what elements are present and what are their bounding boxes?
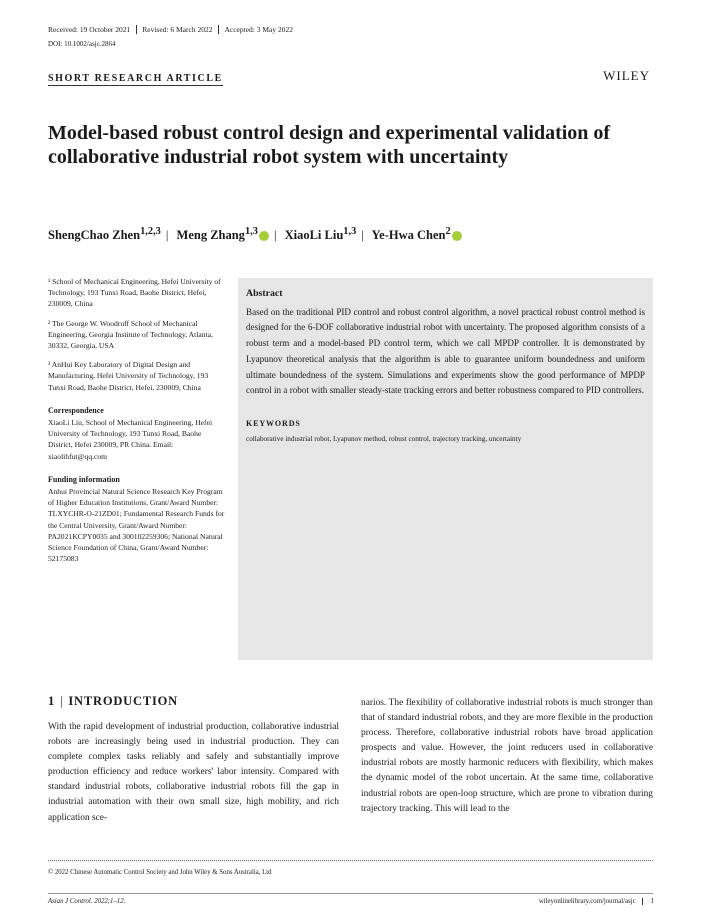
funding-heading: Funding information (48, 474, 120, 484)
affiliation: ¹ School of Mechanical Engineering, Hefei University of Technology, 193 Tunxi Road, Baohe District, Hefei, 230009, China (48, 277, 221, 309)
journal-url[interactable]: wileyonlinelibrary.com/journal/asjc (538, 898, 636, 905)
author[interactable]: Ye-Hwa Chen$^2$ (372, 228, 462, 242)
copyright: © 2022 Chinese Automatic Control Society and John Wiley & Sons Australia, Ltd (48, 869, 272, 876)
publisher-logo: WILEY (603, 68, 650, 83)
author[interactable]: Meng Zhang$^{1,3}$ (177, 228, 269, 242)
footer-rule (48, 893, 653, 894)
abstract-heading: Abstract (246, 288, 283, 299)
orcid-icon[interactable] (452, 231, 462, 241)
article-dates (48, 25, 304, 34)
paper-title: Model-based robust control design and experimental validation of collaborative industrial robot system with uncertainty (48, 122, 611, 168)
affiliation: ³ AnHui Key Laboratory of Digital Design and Manufacturing, Hefei University of Technology, 193 Tunxi Road, Baohe District, Hefei, 230009, China (48, 360, 209, 392)
revised-date: Revised: 6 March 2022 (142, 25, 219, 34)
orcid-icon[interactable] (259, 231, 269, 241)
doi: DOI: 10.1002/asjc.2864 (48, 40, 116, 48)
page-number: 1 (642, 898, 654, 905)
section-heading: 1 | INTRODUCTION (48, 694, 178, 708)
correspondence-text: XiaoLi Liu, School of Mechanical Engineering, Hefei University of Technology, 193 Tunxi Road, Baohe District, Hefei 230009, PR China. Email: xiaolihfut@qq.com (48, 418, 213, 461)
received-date: Received: 19 October 2021 (48, 25, 137, 34)
affiliation: ² The George W. Woodruff School of Mechanical Engineering, Georgia Institute of Technology, Atlanta, 30332, Georgia, USA (48, 318, 213, 351)
abstract-text: Based on the traditional PID control and robust control algorithm, a novel practical robust control method is designed for the 6-DOF collaborative industrial robot with uncertainty. The proposed algorithm consists of a robust term and a model-based PD control term, which we call MPDP controller. It is demonstrated by Lyapunov theoretical analysis that the algorithm is able to guarantee uniform boundedness and uniform ultimate boundedness of the system. Simulations and experiments show the good performance of MPDP control in a robot with smaller steady-state tracking errors and better robustness compared to PID controllers. (246, 306, 645, 396)
author[interactable]: ShengChao Zhen$^{1,2,3}$ (48, 226, 161, 243)
abstract-box (238, 278, 653, 660)
keywords-heading: KEYWORDS (246, 418, 301, 428)
journal-citation: Asian J Control. 2022;1–12. (48, 898, 126, 905)
author-list: ShengChao Zhen$^{1,2,3}$ | Meng Zhang$^{1,3}$ | XiaoLi Liu$^{1,3}$ | Ye-Hwa Chen$^2$ (48, 226, 668, 243)
accepted-date: Accepted: 3 May 2022 (224, 25, 293, 34)
keywords-list: collaborative industrial robot, Lyapunov method, robust control, trajectory tracking, uncertainty (246, 434, 522, 443)
footer-divider (48, 860, 653, 861)
funding-text: Anhui Provincial Natural Science Research Key Program of Higher Education Institutions, Grant/Award Number: TLXYCHR-O-21ZD01; Fundamental Research Funds for the Central University, Grant/Award Number: PA2021KCPY0035 and 300102259306; National Natural Science Foundation of China, Grant/Award Number: 52175083 (48, 487, 225, 564)
author[interactable]: XiaoLi Liu$^{1,3}$ (284, 226, 357, 243)
body-column-right: narios. The flexibility of collaborative industrial robots is much stronger than that of standard industrial robots, and they are more flexible in the production process. Therefore, collaborative industrial robots have broad application prospects and value. However, the joint reducers used in collaborative industrial robots are mostly harmonic reducers with flexibility, which makes the dynamic model of the robot uncertain. At the same time, collaborative industrial robots are open-loop structure, which are prone to vibration during trajectory tracking. This will lead to the (361, 698, 653, 814)
article-type: SHORT RESEARCH ARTICLE (48, 73, 223, 84)
sidebar (48, 276, 226, 572)
page-info (539, 898, 654, 905)
correspondence-heading: Correspondence (48, 405, 104, 415)
body-column-left: With the rapid development of industrial production, collaborative industrial robots are increasingly being used in industrial production. They can complete complex tasks reliably and safely and substantially improve production efficiency and reduce workers' labor intensity. Compared with standard industrial robots, collaborative industrial robots fill the gap in industrial automation with their own small size, high mobility, and rich application sce- (48, 722, 339, 823)
